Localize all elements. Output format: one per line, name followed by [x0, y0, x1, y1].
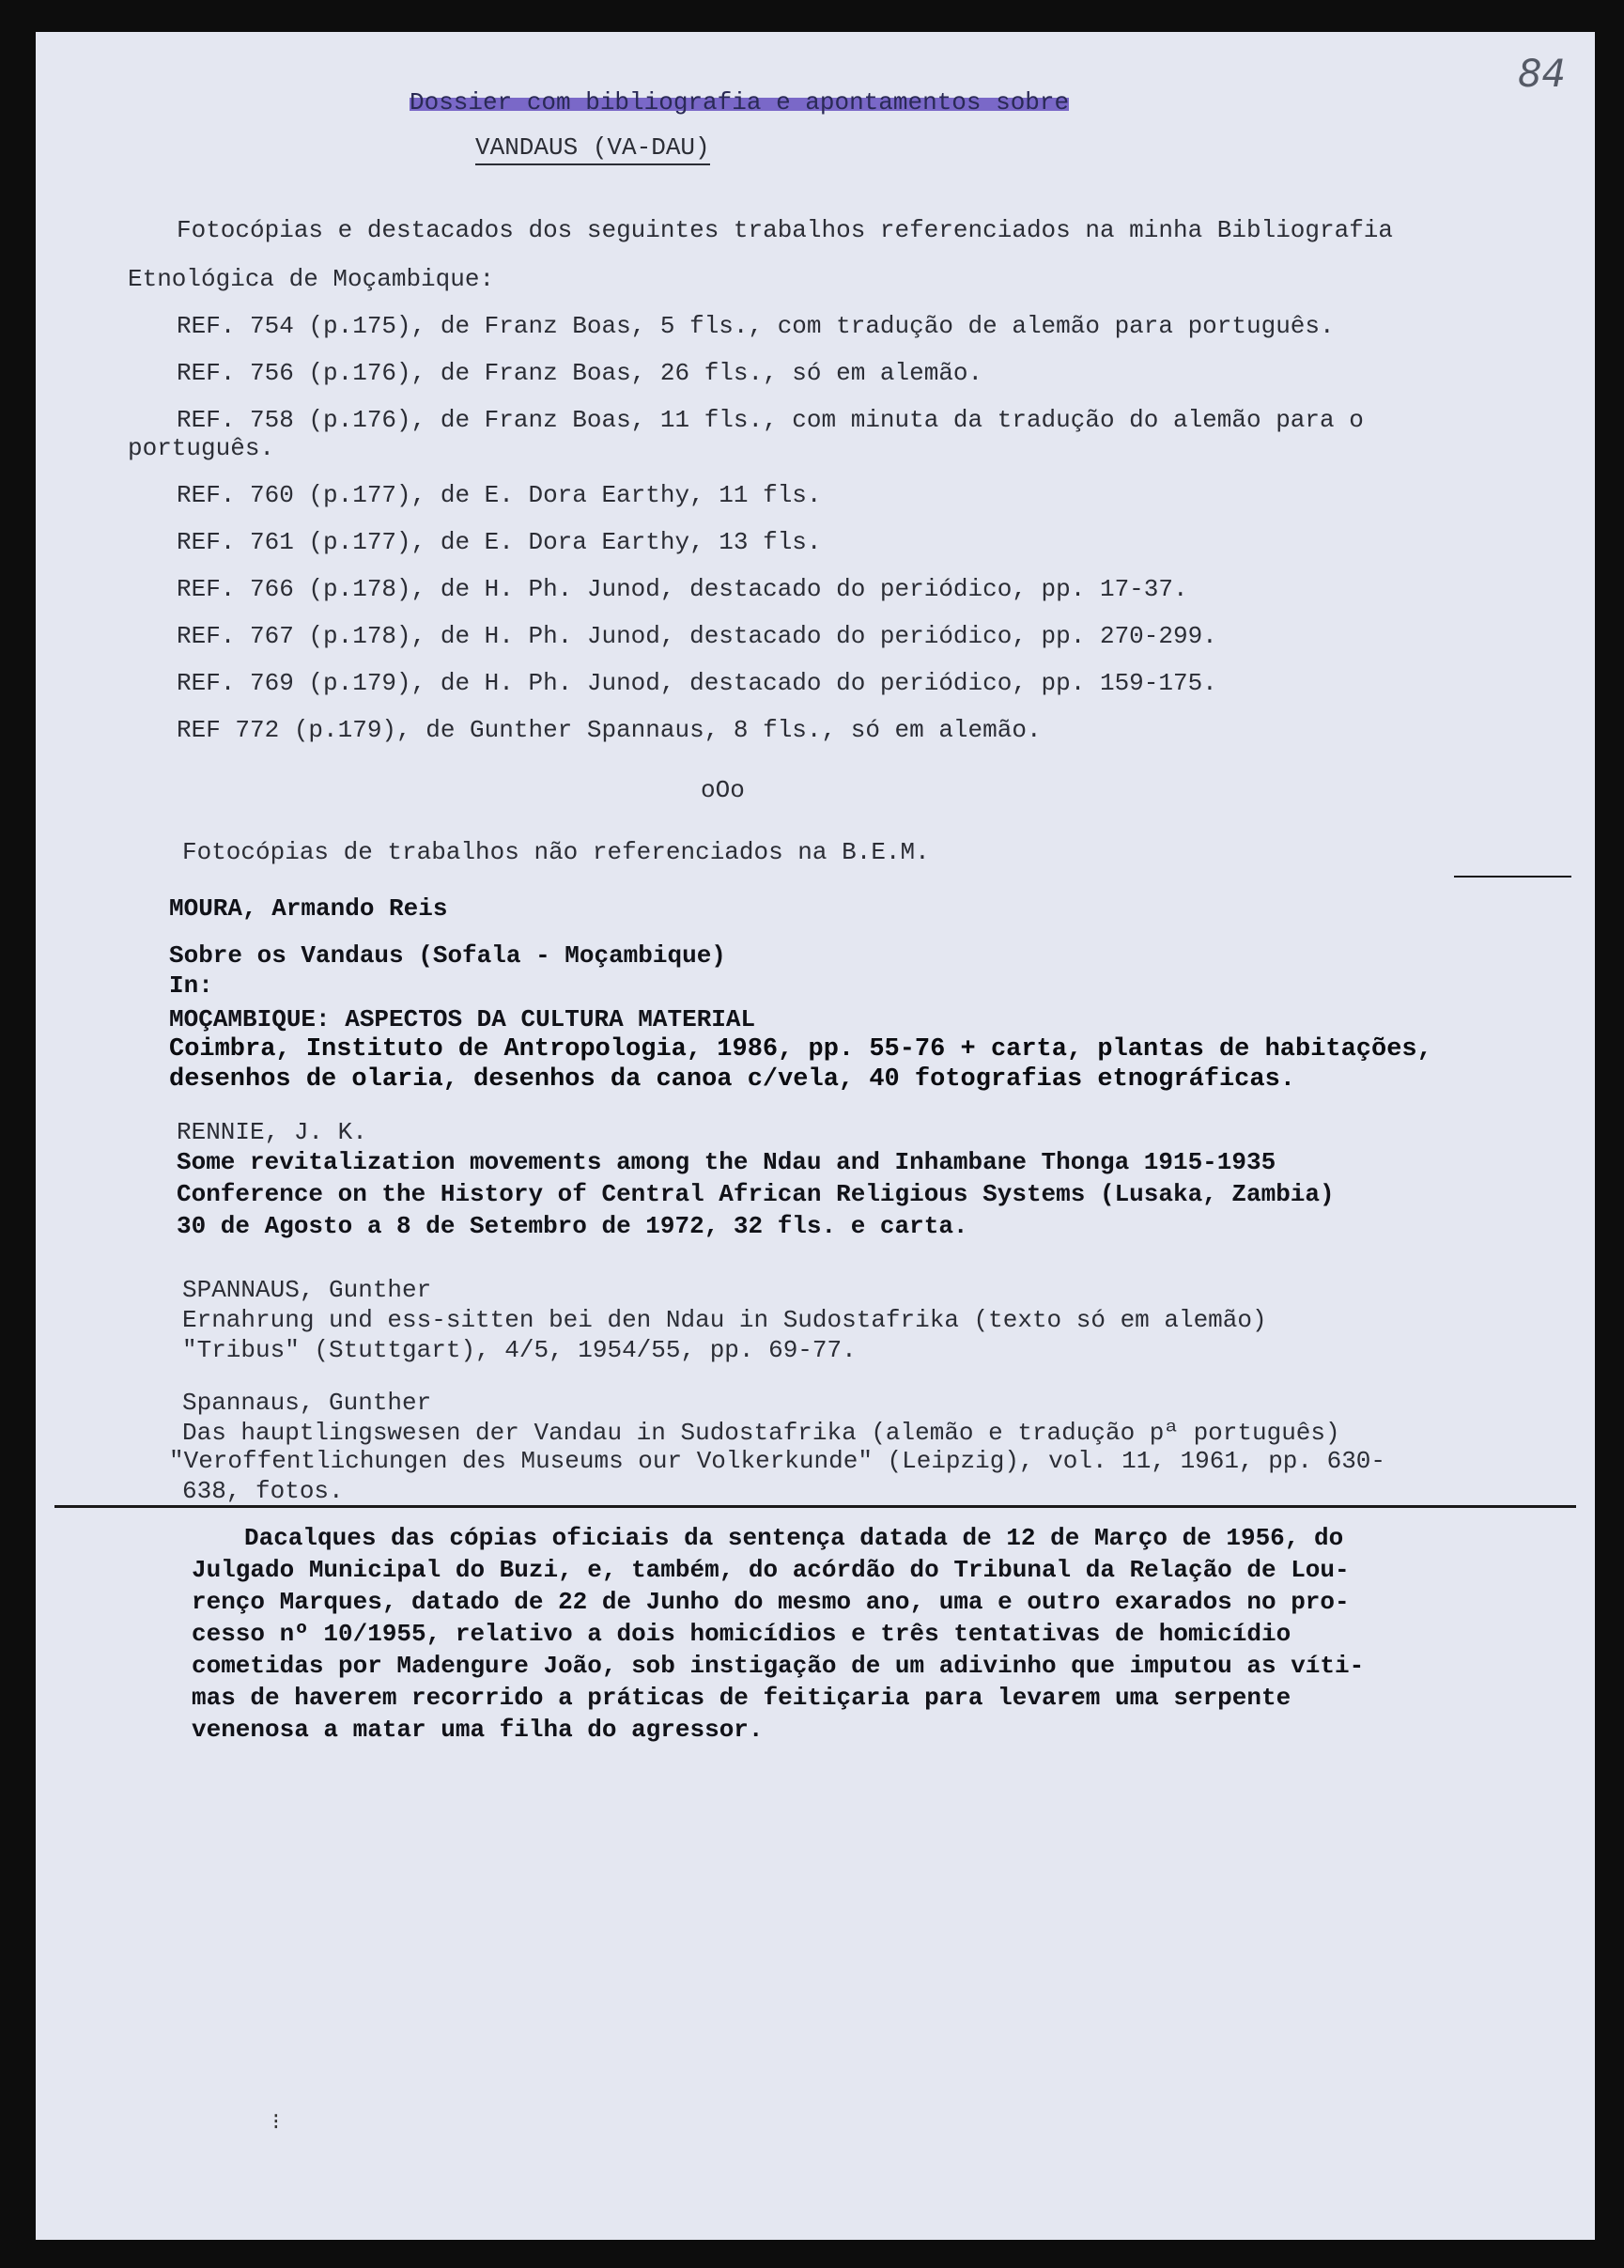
ref-item: REF 772 (p.179), de Gunther Spannaus, 8 fls., só em alemão.: [177, 716, 1042, 744]
entry-line: 30 de Agosto a 8 de Setembro de 1972, 32 fls. e carta.: [177, 1212, 968, 1240]
ref-item: REF. 758 (p.176), de Franz Boas, 11 fls., com minuta da tradução do alemão para o: [177, 406, 1364, 434]
entry-title: Das hauptlingswesen der Vandau in Sudostafrika (alemão e tradução pª português): [182, 1419, 1340, 1447]
entry-author: Spannaus, Gunther: [182, 1389, 432, 1417]
entry-line: "Veroffentlichungen des Museums our Volkerkunde" (Leipzig), vol. 11, 1961, pp. 630-: [169, 1447, 1386, 1475]
paragraph-line: cesso nº 10/1955, relativo a dois homicídios e três tentativas de homicídio: [192, 1620, 1291, 1648]
paragraph-line: Dacalques das cópias oficiais da sentença datada de 12 de Março de 1956, do: [244, 1524, 1344, 1552]
ref-item: REF. 756 (p.176), de Franz Boas, 26 fls., só em alemão.: [177, 359, 983, 387]
ink-mark: ⁝: [272, 2111, 280, 2136]
entry-title: Ernahrung und ess-sitten bei den Ndau in Sudostafrika (texto só em alemão): [182, 1306, 1267, 1334]
entry-line: Conference on the History of Central African Religious Systems (Lusaka, Zambia): [177, 1180, 1335, 1208]
section-divider: [54, 1505, 1576, 1508]
page-title: VANDAUS (VA-DAU): [475, 133, 710, 165]
paragraph-line: cometidas por Madengure João, sob instigação de um adivinho que imputou as víti-: [192, 1652, 1365, 1680]
ref-item: português.: [128, 434, 275, 462]
separator: oOo: [701, 776, 745, 804]
entry-author: SPANNAUS, Gunther: [182, 1276, 432, 1304]
entry-line: desenhos de olaria, desenhos da canoa c/vela, 40 fotografias etnográficas.: [169, 1065, 1295, 1094]
document-page: [36, 32, 1595, 2240]
section-heading: Fotocópias de trabalhos não referenciados na B.E.M.: [182, 838, 930, 866]
entry-line: Coimbra, Instituto de Antropologia, 1986, pp. 55-76 + carta, plantas de habitações,: [169, 1035, 1432, 1064]
entry-line: MOÇAMBIQUE: ASPECTOS DA CULTURA MATERIAL: [169, 1005, 756, 1033]
paragraph-line: mas de haverem recorrido a práticas de feitiçaria para levarem uma serpente: [192, 1684, 1291, 1712]
ref-item: REF. 760 (p.177), de E. Dora Earthy, 11 fls.: [177, 481, 822, 509]
ref-item: REF. 766 (p.178), de H. Ph. Junod, destacado do periódico, pp. 17-37.: [177, 575, 1188, 603]
paragraph-line: renço Marques, datado de 22 de Junho do mesmo ano, uma e outro exarados no pro-: [192, 1588, 1350, 1616]
margin-rule: [1454, 876, 1571, 878]
intro-line: Etnológica de Moçambique:: [128, 265, 495, 293]
ref-item: REF. 769 (p.179), de H. Ph. Junod, destacado do periódico, pp. 159-175.: [177, 669, 1217, 697]
page-number: 84: [1518, 53, 1566, 96]
entry-author: RENNIE, J. K.: [177, 1118, 367, 1146]
struck-header: Dossier com bibliografia e apontamentos sobre: [410, 88, 1070, 117]
entry-line: 638, fotos.: [182, 1477, 344, 1505]
entry-line: "Tribus" (Stuttgart), 4/5, 1954/55, pp. 69-77.: [182, 1336, 857, 1364]
entry-title: Sobre os Vandaus (Sofala - Moçambique): [169, 941, 726, 970]
ref-item: REF. 754 (p.175), de Franz Boas, 5 fls., com tradução de alemão para português.: [177, 312, 1335, 340]
ref-item: REF. 761 (p.177), de E. Dora Earthy, 13 fls.: [177, 528, 822, 556]
intro-line: Fotocópias e destacados dos seguintes trabalhos referenciados na minha Bibliografia: [177, 216, 1394, 244]
entry-title: Some revitalization movements among the Ndau and Inhambane Thonga 1915-1935: [177, 1148, 1276, 1176]
ref-item: REF. 767 (p.178), de H. Ph. Junod, destacado do periódico, pp. 270-299.: [177, 622, 1217, 650]
entry-line: In:: [169, 971, 213, 1000]
paragraph-line: Julgado Municipal do Buzi, e, também, do acórdão do Tribunal da Relação de Lou-: [192, 1556, 1350, 1584]
paragraph-line: venenosa a matar uma filha do agressor.: [192, 1716, 764, 1744]
entry-author: MOURA, Armando Reis: [169, 894, 448, 923]
